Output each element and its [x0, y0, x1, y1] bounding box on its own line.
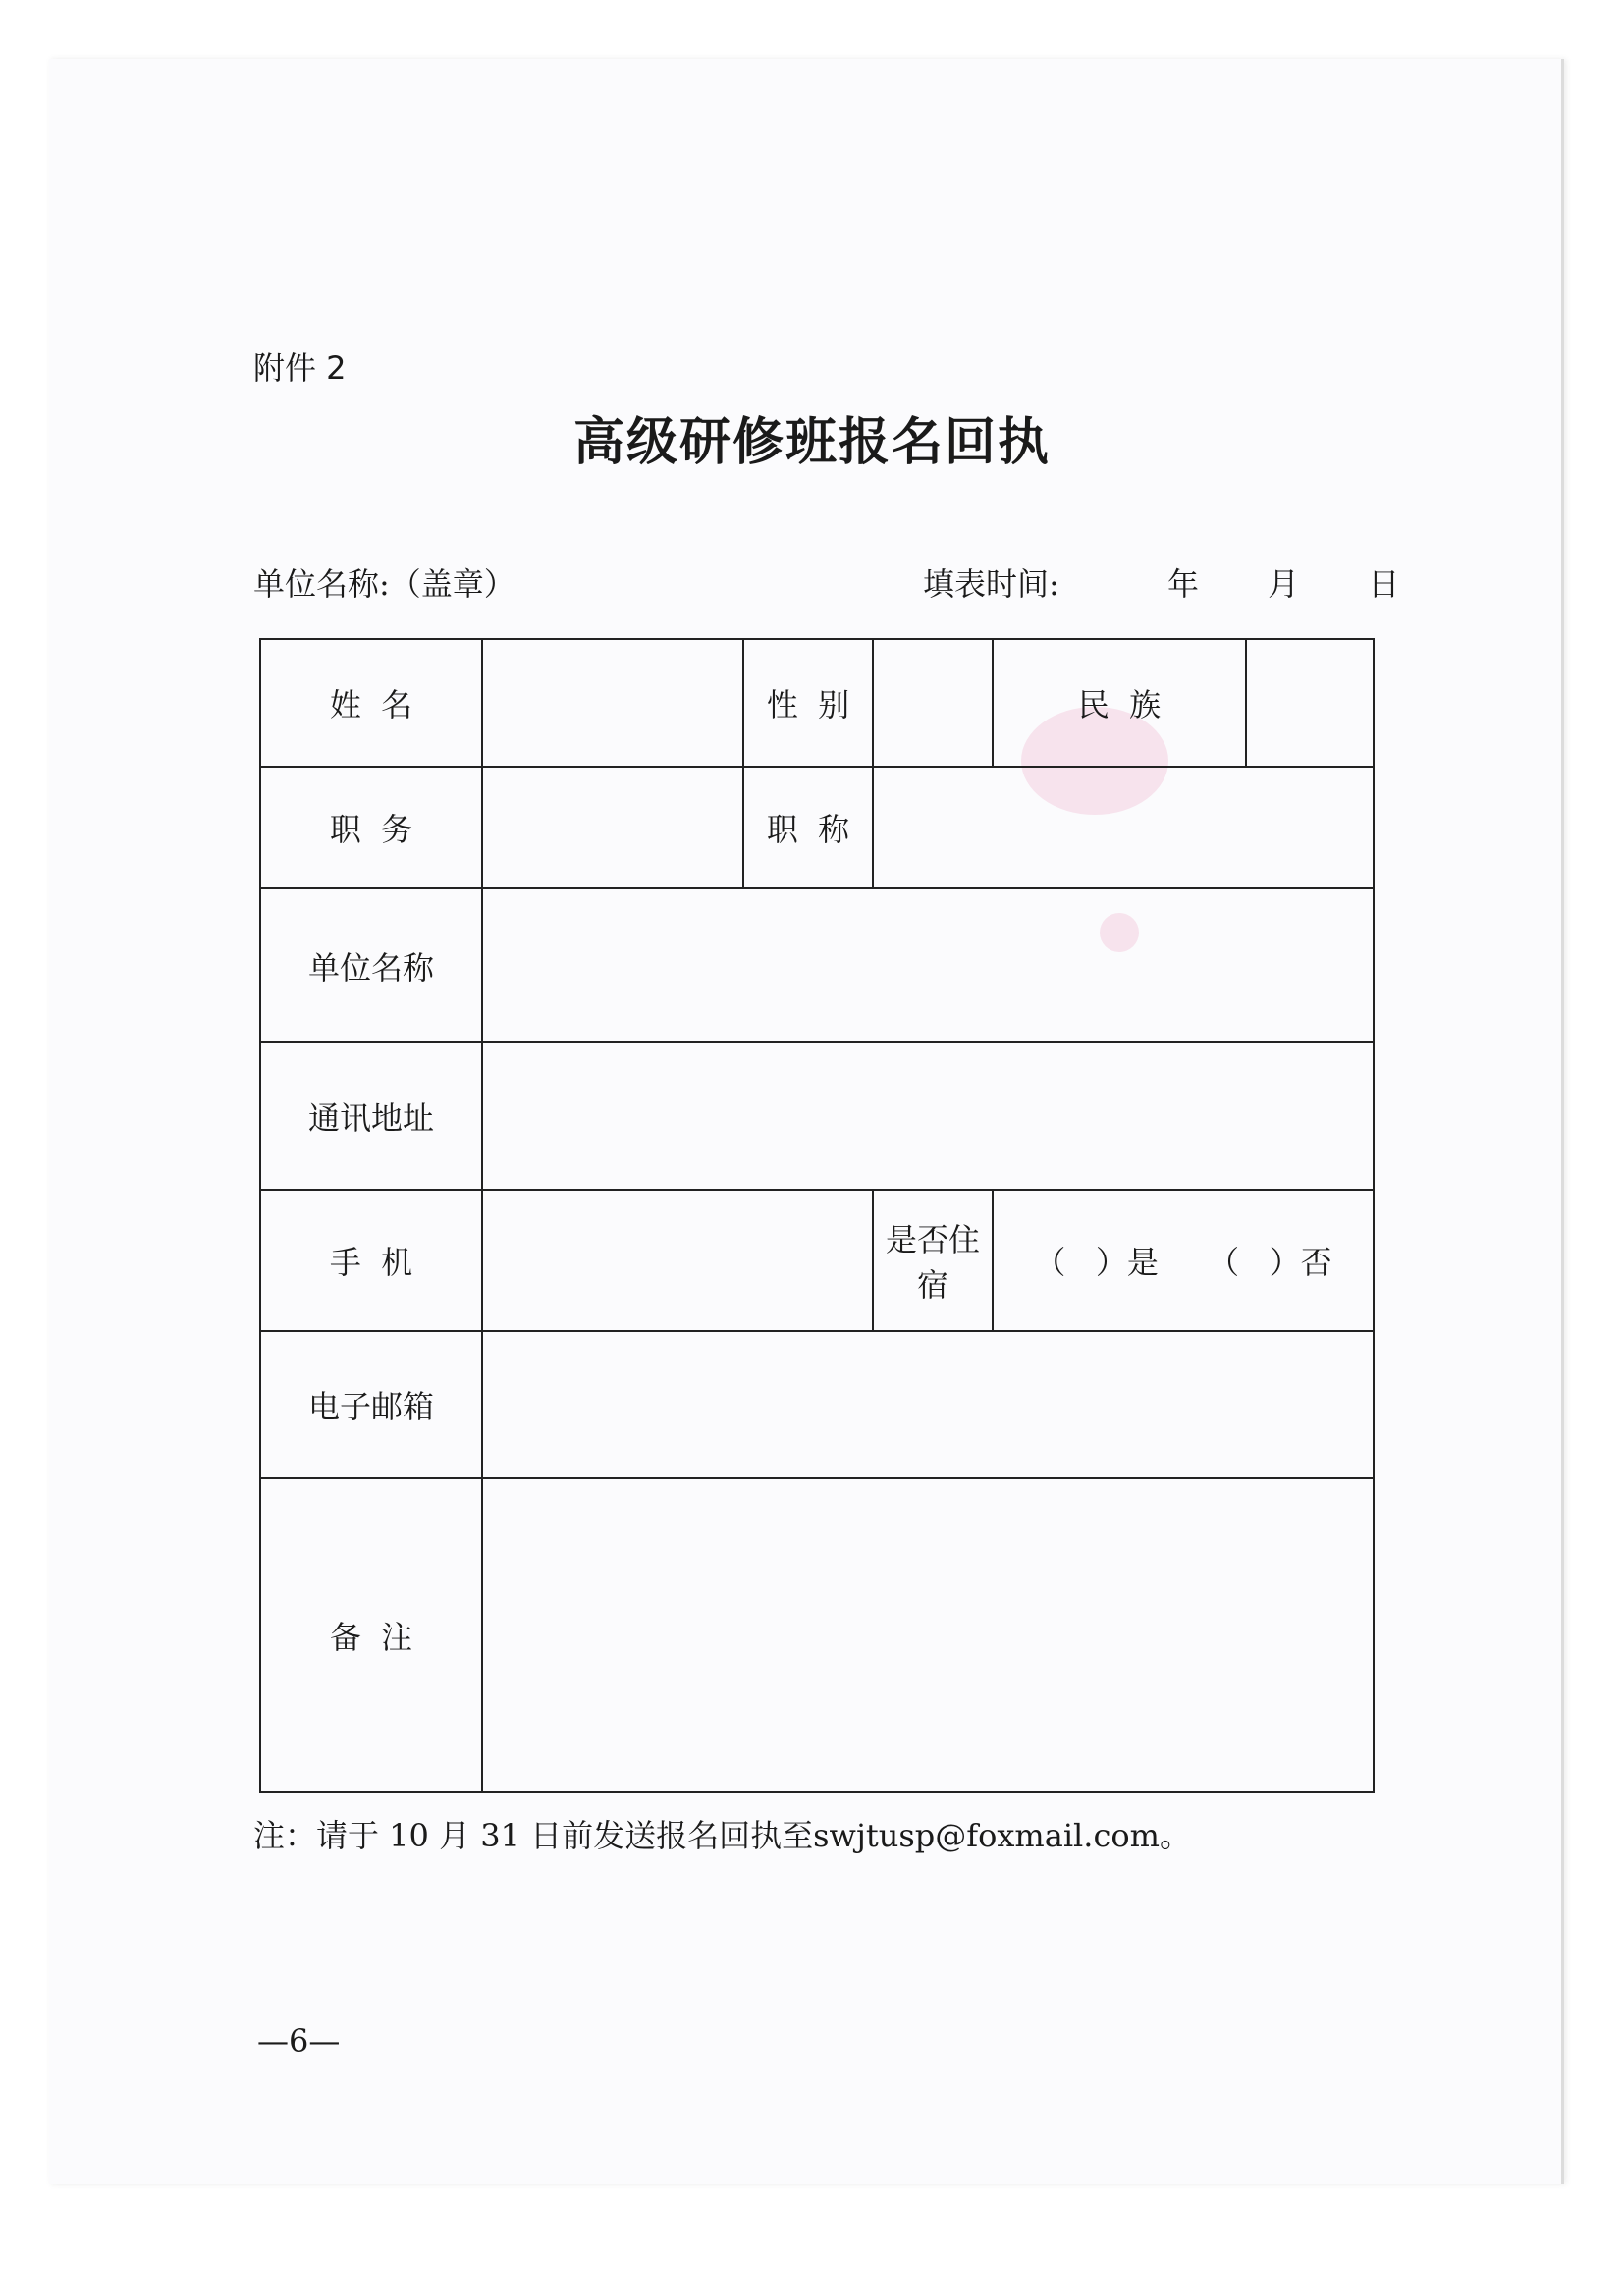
lodging-yes-option[interactable]: （ ）是: [1034, 1244, 1159, 1281]
position-label-cell: [260, 767, 482, 888]
email-label: 电子邮箱: [307, 1388, 434, 1425]
registration-form-table: [259, 638, 1375, 1793]
gender-input-cell[interactable]: [873, 639, 993, 767]
ethnicity-label: 民 族: [1077, 686, 1162, 723]
day-label: 日: [1368, 565, 1400, 603]
title-rank-input-cell[interactable]: [873, 767, 1374, 888]
ethnicity-input-cell[interactable]: [1246, 639, 1374, 767]
attachment-label: 附件 2: [253, 349, 347, 387]
name-label-cell: [260, 639, 482, 767]
month-label: 月: [1268, 565, 1300, 603]
page-number: —6—: [257, 2022, 341, 2059]
lodging-options-cell: [993, 1190, 1374, 1331]
lodging-label: 是否住宿: [885, 1221, 980, 1304]
title-rank-label: 职 称: [766, 811, 850, 848]
name-input-cell[interactable]: [482, 639, 743, 767]
lodging-label-cell: [873, 1190, 993, 1331]
fill-date-line: [923, 560, 1399, 605]
submission-note: 注：请于 10 月 31 日前发送报名回执至swjtusp@foxmail.com。: [253, 1817, 1191, 1854]
email-label-cell: [260, 1331, 482, 1478]
remarks-label: 备 注: [329, 1619, 413, 1656]
form-title: 高级研修班报名回执: [572, 412, 1051, 472]
address-label: 通讯地址: [307, 1099, 434, 1137]
remarks-input-cell[interactable]: [482, 1478, 1374, 1792]
email-input-cell[interactable]: [482, 1331, 1374, 1478]
position-label: 职 务: [329, 811, 413, 848]
organization-label-cell: [260, 888, 482, 1042]
fill-time-label: 填表时间:: [923, 565, 1059, 603]
address-input-cell[interactable]: [482, 1042, 1374, 1190]
title-rank-label-cell: [743, 767, 873, 888]
position-input-cell[interactable]: [482, 767, 743, 888]
ethnicity-label-cell: [993, 639, 1246, 767]
organization-label: 单位名称: [307, 948, 434, 987]
remarks-label-cell: [260, 1478, 482, 1792]
year-label: 年: [1166, 565, 1199, 603]
gender-label-cell: [743, 639, 873, 767]
lodging-no-option[interactable]: （ ）否: [1208, 1244, 1332, 1281]
mobile-input-cell[interactable]: [482, 1190, 873, 1331]
gender-label: 性 别: [766, 686, 850, 723]
address-label-cell: [260, 1042, 482, 1190]
mobile-label-cell: [260, 1190, 482, 1331]
name-label: 姓 名: [329, 686, 413, 723]
organization-input-cell[interactable]: [482, 888, 1374, 1042]
mobile-label: 手 机: [329, 1244, 413, 1281]
unit-stamp-label: 单位名称:（盖章）: [253, 565, 515, 603]
